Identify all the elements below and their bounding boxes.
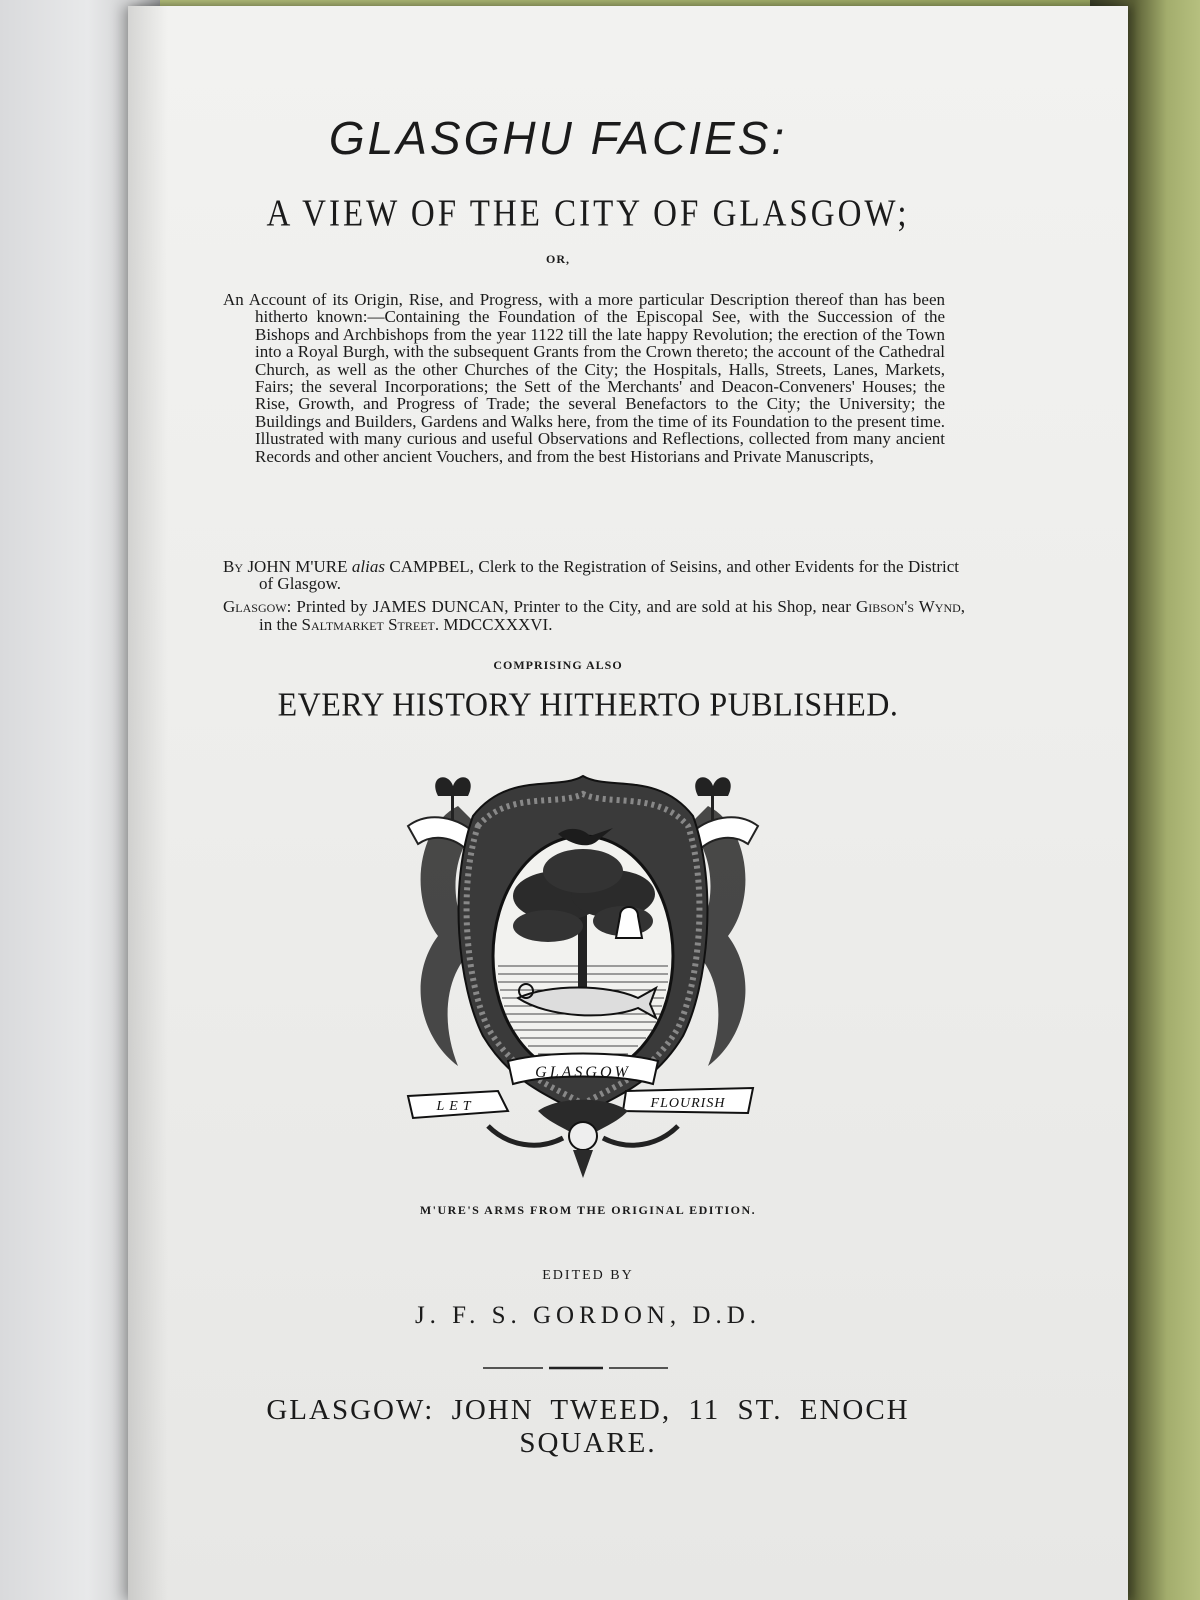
motto-right-text: FLOURISH xyxy=(650,1096,726,1111)
edited-by-label: EDITED BY xyxy=(542,1268,634,1283)
every-history-heading: EVERY HISTORY HITHERTO PUBLISHED. xyxy=(277,685,899,723)
imprint-text-2: in the xyxy=(259,615,298,634)
title-page xyxy=(128,6,1128,1600)
author-line xyxy=(223,558,959,593)
imprint-street: Saltmarket Street. xyxy=(301,615,440,634)
author-name: JOHN M'URE xyxy=(247,557,348,576)
arms-caption: M'URE'S ARMS FROM THE ORIGINAL EDITION. xyxy=(419,1203,757,1217)
imprint-place: Glasgow: xyxy=(223,597,292,616)
author-alias-name: CAMPBEL, xyxy=(389,557,474,576)
imprint-wynd: Gibson's Wynd, xyxy=(855,597,966,616)
book-title: GLASGHU FACIES: xyxy=(328,112,788,164)
imprint-year: MDCCXXXVI. xyxy=(443,615,553,634)
imprint-line xyxy=(223,598,965,634)
coat-of-arms-engraving xyxy=(398,766,768,1186)
publisher-line: GLASGOW: JOHN TWEED, 11 ST. ENOCH SQUARE. xyxy=(266,1394,910,1459)
or-line: OR, xyxy=(546,252,570,266)
imprint-text: Printed by JAMES DUNCAN, Printer to the City, and are sold at his Shop, near xyxy=(296,597,851,616)
motto-left-text: LET xyxy=(436,1099,476,1114)
editor-name: J. F. S. GORDON, D.D. xyxy=(414,1302,762,1329)
book-subtitle: A VIEW OF THE CITY OF GLASGOW; xyxy=(266,193,910,235)
description-paragraph: An Account of its Origin, Rise, and Progress, with a more particular Description thereof than has been hitherto known:—Containing the Foundation of the Episcopal See, with the Succession of the Bishops and Archbishops from the year 1122 till the late happy Revolution; the erection of the Town into a Royal Burgh, with the subsequent Grants from the Crown thereto; the account of the Cathedral Church, as well as the other Churches of the City; the Hospitals, Halls, Streets, Lanes, Markets, Fairs; the several Incorporations; the Sett of the Merchants' and Deacon-Conveners' Houses; the Rise, Growth, and Progress of Trade; the several Benefactors to the City; the University; the Buildings and Builders, Gardens and Walks here, from the time of its Foundation to the present time. Illustrated with many curious and useful Observations and Reflections, collected from many ancient Records and other ancient Vouchers, and from the best Historians and Private Manuscripts, xyxy=(223,290,945,466)
bell-icon xyxy=(616,907,642,938)
author-alias: alias xyxy=(351,557,385,576)
author-by: By xyxy=(223,557,244,576)
ornamental-rule xyxy=(483,1364,668,1372)
city-ribbon-text: GLASGOW xyxy=(535,1064,631,1081)
author-role: Clerk to the Registration of Seisins, and other Evidents for the District of Glasgow. xyxy=(259,557,959,594)
gutter-shadow xyxy=(128,6,168,1600)
comprising-line: COMPRISING ALSO xyxy=(493,658,623,672)
